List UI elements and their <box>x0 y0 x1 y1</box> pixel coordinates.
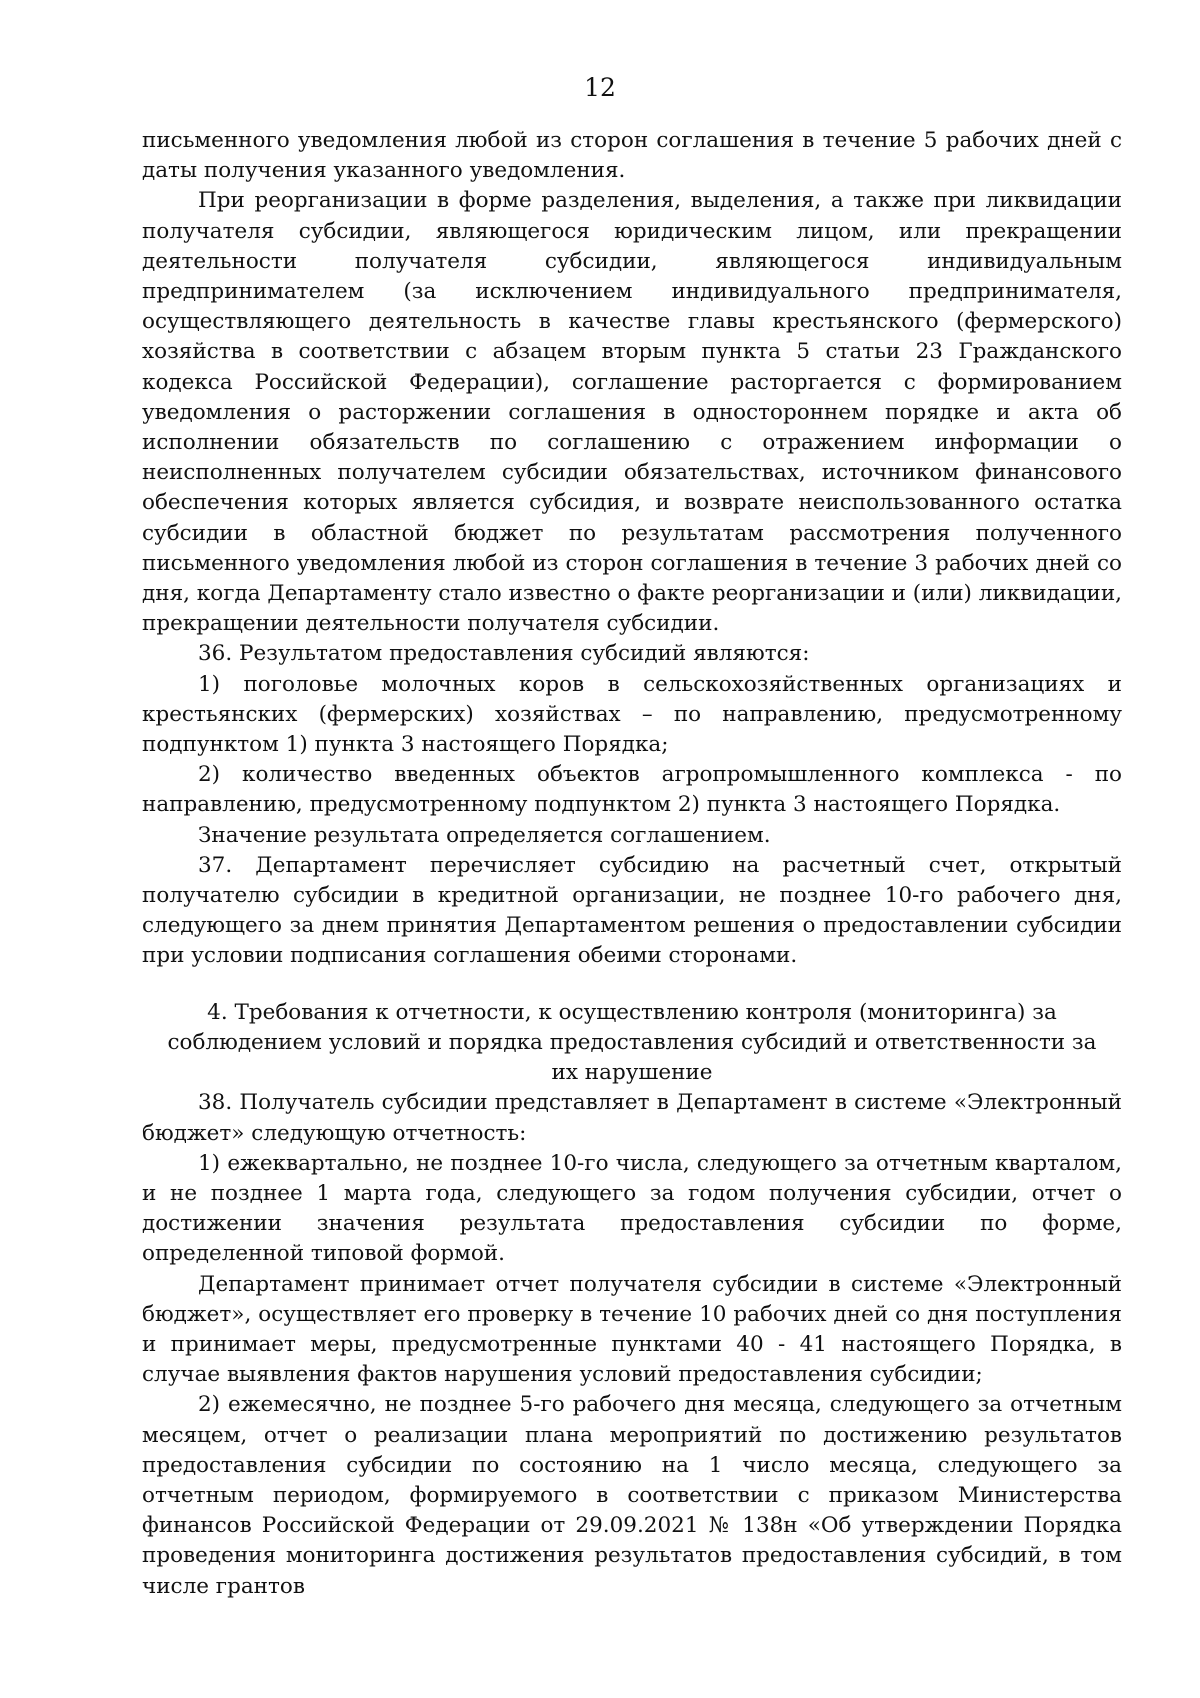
paragraph-reorganization: При реорганизации в форме разделения, выделения, а также при ликвидации получателя субсидии, являющегося юридическим лицом, или прекращении деятельности получателя субсидии, являющегося индивидуальным предпринимателем (за исключением индивидуального предпринимателя, осуществляющего деятельность в качестве главы крестьянского (фермерского) хозяйства в соответствии с абзацем вторым пункта 5 статьи 23 Гражданского кодекса Российской Федерации), соглашение расторгается с формированием уведомления о расторжении соглашения в одностороннем порядке и акта об исполнении обязательств по соглашению с отражением информации о неисполненных получателем субсидии обязательствах, источником финансового обеспечения которых является субсидия, и возврате неиспользованного остатка субсидии в областной бюджет по результатам рассмотрения полученного письменного уведомления любой из сторон соглашения в течение 3 рабочих дней со дня, когда Департаменту стало известно о факте реорганизации и (или) ликвидации, прекращении деятельности получателя субсидии. <box>142 188 1122 637</box>
page-number: 12 <box>584 73 616 102</box>
paragraph-continuation: письменного уведомления любой из сторон соглашения в течение 5 рабочих дней с даты получения указанного уведомления. <box>142 128 1122 184</box>
paragraph-item-38-2: 2) ежемесячно, не позднее 5-го рабочего дня месяца, следующего за отчетным месяцем, отчет о реализации плана мероприятий по достижению результатов предоставления субсидии по состоянию на 1 число месяца, следующего за отчетным периодом, формируемого в соответствии с приказом Министерства финансов Российской Федерации от 29.09.2021 № 138н «Об утверждении Порядка проведения мониторинга достижения результатов предоставления субсидий, в том числе грантов <box>142 1392 1122 1599</box>
paragraph-item-36-1: 1) поголовье молочных коров в сельскохозяйственных организациях и крестьянских (фермерских) хозяйствах – по направлению, предусмотренному подпунктом 1) пункта 3 настоящего Порядка; <box>142 671 1122 758</box>
paragraph-item-38-1: 1) ежеквартально, не позднее 10-го числа, следующего за отчетным кварталом, и не позднее 1 марта года, следующего за годом получения субсидии, отчет о достижении значения результата предоставления субсидии по форме, определенной типовой формой. <box>142 1150 1122 1267</box>
document-body <box>142 126 1122 1602</box>
paragraph-item-38: 38. Получатель субсидии представляет в Департамент в системе «Электронный бюджет» следующую отчетность: <box>142 1090 1122 1146</box>
section-heading: 4. Требования к отчетности, к осуществлению контроля (мониторинга) за соблюдением условий и порядка предоставления субсидий и ответственности за их нарушение <box>167 999 1097 1086</box>
paragraph-item-36-2: 2) количество введенных объектов агропромышленного комплекса - по направлению, предусмотренному подпунктом 2) пункта 3 настоящего Порядка. <box>142 762 1122 818</box>
paragraph-result-value: Значение результата определяется соглашением. <box>198 822 771 848</box>
paragraph-item-37: 37. Департамент перечисляет субсидию на расчетный счет, открытый получателю субсидии в кредитной организации, не позднее 10-го рабочего дня, следующего за днем принятия Департаментом решения о предоставлении субсидии при условии подписания соглашения обеими сторонами. <box>142 852 1122 969</box>
paragraph-item-36: 36. Результатом предоставления субсидий являются: <box>198 641 810 667</box>
paragraph-department-check: Департамент принимает отчет получателя субсидии в системе «Электронный бюджет», осуществляет его проверку в течение 10 рабочих дней со дня поступления и принимает меры, предусмотренные пунктами 40 - 41 настоящего Порядка, в случае выявления фактов нарушения условий предоставления субсидии; <box>142 1271 1122 1388</box>
